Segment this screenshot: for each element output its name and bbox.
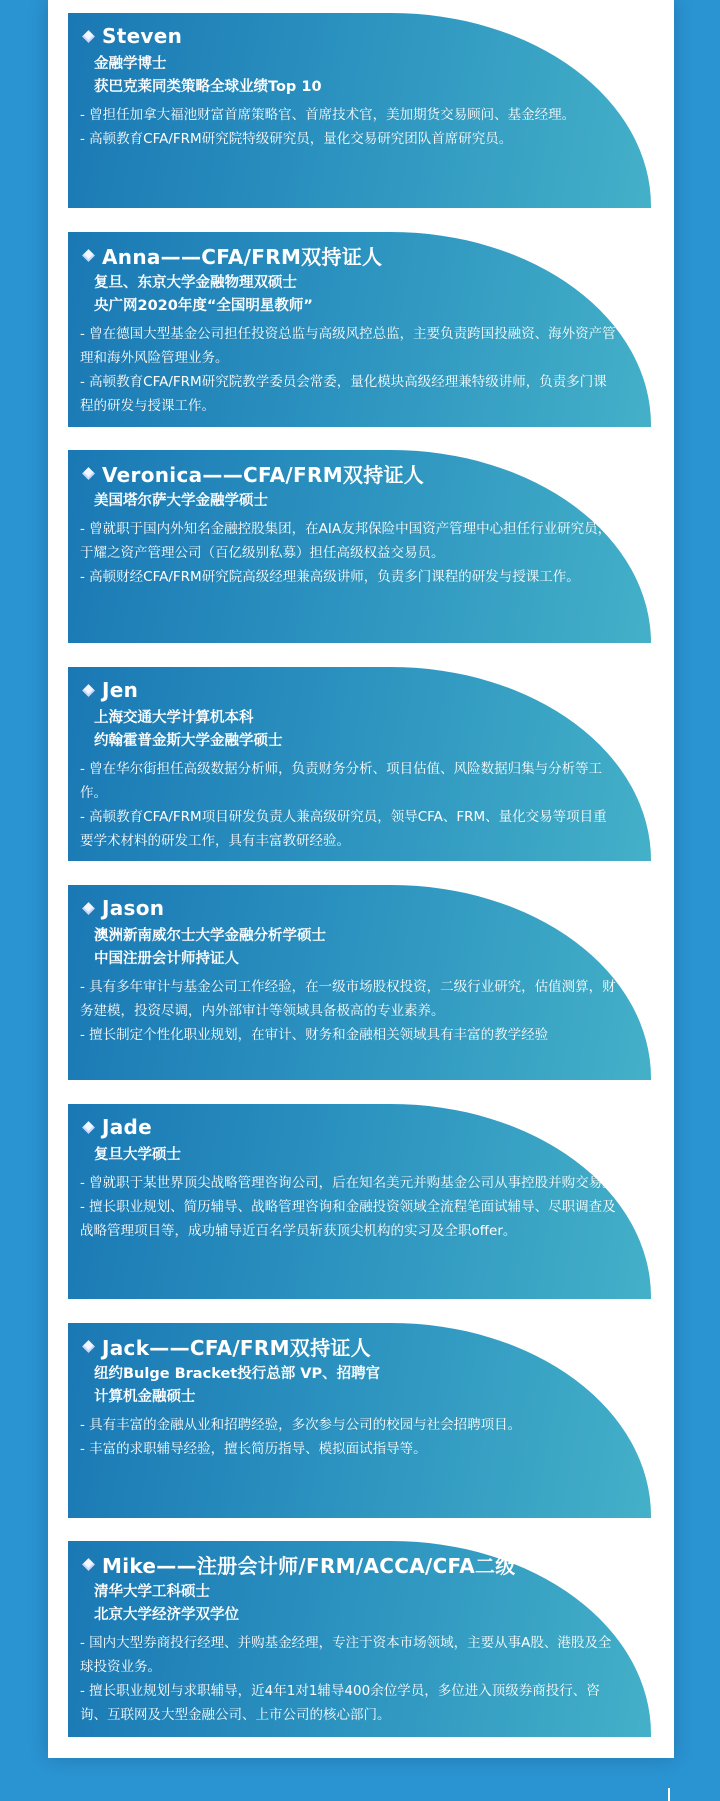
bullet-text: - 曾就职于国内外知名金融控股集团，在AIA友邦保险中国资产管理中心担任行业研究员，于耀之资产管理公司（百亿级别私募）担任高级权益交易员。 [80, 521, 612, 561]
profile-credentials [94, 490, 619, 513]
diamond-bullet-icon [82, 30, 95, 43]
bullet-text: - 曾在华尔街担任高级数据分析师，负责财务分析、项目估值、风险数据归集与分析等工作。 [80, 761, 603, 801]
bullet-text: - 高顿教育CFA/FRM项目研发负责人兼高级研究员，领导CFA、FRM、量化交易等项目重要学术材料的研发工作，具有丰富教研经验。 [80, 809, 607, 849]
profile-bullets [80, 757, 619, 853]
profile-bullets [80, 1631, 619, 1727]
edge-tick [668, 1788, 670, 1801]
credential: 澳洲新南威尔士大学金融分析学硕士 [94, 928, 326, 944]
bullet-text: - 高顿教育CFA/FRM研究院教学委员会常委，量化模块高级经理兼特级讲师，负责多门课程的研发与授课工作。 [80, 374, 607, 414]
profile-name: Jade [102, 1115, 153, 1139]
diamond-bullet-icon [82, 467, 95, 480]
diamond-bullet-icon [82, 684, 95, 697]
bullet-text: - 曾担任加拿大福池财富首席策略官、首席技术官，美加期货交易顾问、基金经理。 [80, 107, 576, 123]
profile-name: Veronica——CFA/FRM双持证人 [102, 462, 425, 487]
profile-bullets [80, 517, 619, 589]
profile-credentials [94, 707, 619, 753]
profile-name: Steven [102, 24, 183, 48]
profile-name: Jack——CFA/FRM双持证人 [102, 1335, 371, 1360]
bullet-text: - 具有多年审计与基金公司工作经验，在一级市场股权投资，二级行业研究，估值测算，财务建模，投资尽调，内外部审计等领域具备极高的专业素养。 [80, 979, 616, 1019]
profiles-panel [48, 0, 674, 1758]
credential: 约翰霍普金斯大学金融学硕士 [94, 733, 283, 749]
diamond-bullet-icon [82, 1340, 95, 1353]
diamond-bullet-icon [82, 1121, 95, 1134]
credential: 中国注册会计师持证人 [94, 951, 239, 967]
profile-bullets [80, 1413, 619, 1461]
profile-credentials [94, 53, 619, 99]
bullet-text: - 擅长制定个性化职业规划，在审计、财务和金融相关领域具有丰富的教学经验 [80, 1027, 549, 1043]
credential: 美国塔尔萨大学金融学硕士 [94, 493, 268, 509]
bullet-text: - 曾在德国大型基金公司担任投资总监与高级风控总监，主要负责跨国投融资、海外资产管理和海外风险管理业务。 [80, 326, 616, 366]
bullet-text: - 国内大型券商投行经理、并购基金经理，专注于资本市场领域，主要从事A股、港股及全球投资业务。 [80, 1635, 612, 1675]
credential: 北京大学经济学双学位 [94, 1607, 239, 1623]
profile-card-jack [68, 1323, 651, 1518]
profile-card-steven [68, 13, 651, 208]
profile-header [80, 1551, 619, 1577]
profile-bullets [80, 322, 619, 418]
profile-credentials [94, 1144, 619, 1167]
profile-header [80, 1333, 619, 1359]
profile-card-jason [68, 885, 651, 1080]
profile-bullets [80, 975, 619, 1047]
profile-header [80, 1114, 619, 1140]
credential: 复旦、东京大学金融物理双硕士 [94, 275, 297, 291]
profile-header [80, 23, 619, 49]
profile-credentials [94, 272, 619, 318]
profile-header [80, 242, 619, 268]
profile-card-jade [68, 1104, 651, 1299]
profile-name: Mike——注册会计师/FRM/ACCA/CFA二级 [102, 1553, 516, 1578]
bullet-text: - 高顿财经CFA/FRM研究院高级经理兼高级讲师，负责多门课程的研发与授课工作。 [80, 569, 580, 585]
bullet-text: - 擅长职业规划与求职辅导，近4年1对1辅导400余位学员，多位进入顶级券商投行、咨询、互联网及大型金融公司、上市公司的核心部门。 [80, 1683, 600, 1723]
diamond-bullet-icon [82, 1558, 95, 1571]
credential: 复旦大学硕士 [94, 1147, 181, 1163]
profile-name: Anna——CFA/FRM双持证人 [102, 244, 383, 269]
credential: 清华大学工科硕士 [94, 1584, 210, 1600]
credential: 获巴克莱同类策略全球业绩Top 10 [94, 79, 322, 95]
bullet-text: - 擅长职业规划、简历辅导、战略管理咨询和金融投资领域全流程笔面试辅导、尽职调查及战略管理项目等，成功辅导近百名学员斩获顶尖机构的实习及全职offer。 [80, 1199, 616, 1239]
profile-name: Jason [102, 896, 165, 920]
profile-card-mike [68, 1541, 651, 1737]
profile-header [80, 677, 619, 703]
profile-credentials [94, 1581, 619, 1627]
profile-bullets [80, 1171, 619, 1243]
credential: 金融学博士 [94, 56, 167, 72]
profile-card-jen [68, 667, 651, 861]
profile-card-veronica [68, 450, 651, 643]
credential: 计算机金融硕士 [94, 1389, 196, 1405]
profile-credentials [94, 1363, 619, 1409]
bullet-text: - 高顿教育CFA/FRM研究院特级研究员，量化交易研究团队首席研究员。 [80, 131, 513, 147]
diamond-bullet-icon [82, 249, 95, 262]
bullet-text: - 具有丰富的金融从业和招聘经验，多次参与公司的校园与社会招聘项目。 [80, 1417, 522, 1433]
bullet-text: - 丰富的求职辅导经验，擅长简历指导、模拟面试指导等。 [80, 1441, 427, 1457]
profile-header [80, 895, 619, 921]
credential: 纽约Bulge Bracket投行总部 VP、招聘官 [94, 1366, 381, 1382]
bullet-text: - 曾就职于某世界顶尖战略管理咨询公司，后在知名美元并购基金公司从事控股并购交易。 [80, 1175, 616, 1191]
credential: 上海交通大学计算机本科 [94, 710, 254, 726]
profile-name: Jen [102, 678, 139, 702]
profile-credentials [94, 925, 619, 971]
profile-bullets [80, 103, 619, 151]
credential: 央广网2020年度“全国明星教师” [94, 298, 313, 314]
profile-header [80, 460, 619, 486]
diamond-bullet-icon [82, 902, 95, 915]
profile-card-anna [68, 232, 651, 427]
